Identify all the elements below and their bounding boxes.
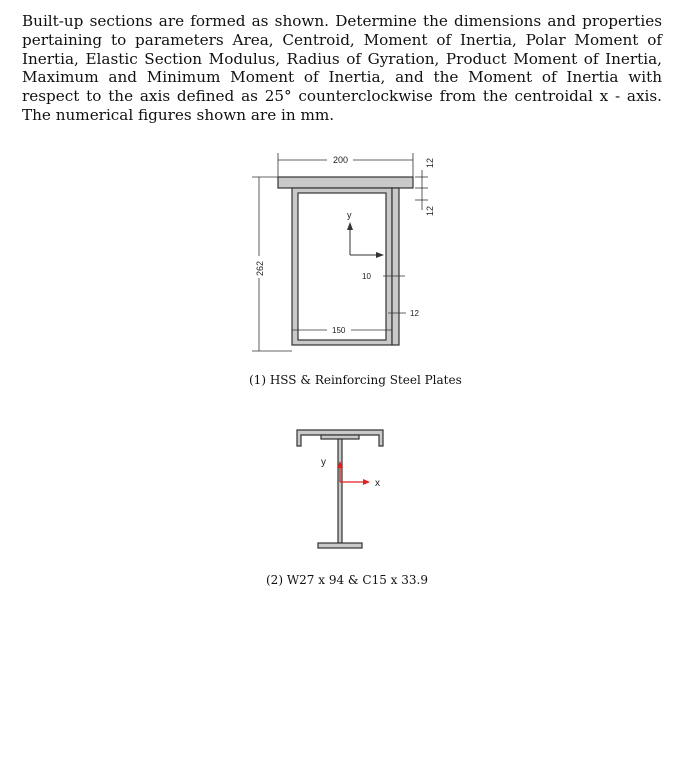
dim-200: 200 [333,155,349,165]
dim-262: 262 [255,260,265,276]
dim-12-top-plate: 12 [425,157,435,168]
dim-150: 150 [332,326,346,335]
figure2-caption: (2) W27 x 94 & C15 x 33.9 [266,573,428,587]
fig2-x-arrowhead [363,479,370,485]
problem-statement: Built-up sections are formed as shown. Determine the dimensions and properties pertaining to parameters Area, Centroid, Moment of Inertia, Polar Moment of Inertia, Elastic Section Modulus, Radius of Gyration, Product Moment of Inertia, Maximum and Minimum Moment of Inertia, and the Moment of Inertia with respect to the axis defined as 25° counterclockwise from the centroidal x - axis. The numerical figures shown are in mm. [22,12,662,124]
fig2-x-label: x [375,478,380,489]
dim-12-upper: 12 [425,205,435,216]
dim-10: 10 [362,272,371,281]
fig1-y-label: y [347,210,352,220]
w-bottom-flange [318,543,362,548]
figure1-caption: (1) HSS & Reinforcing Steel Plates [249,373,462,387]
w-top-flange [321,435,359,439]
fig2-y-label: y [321,457,326,468]
dim-12-side-plate: 12 [410,309,419,318]
w-web [338,439,342,543]
